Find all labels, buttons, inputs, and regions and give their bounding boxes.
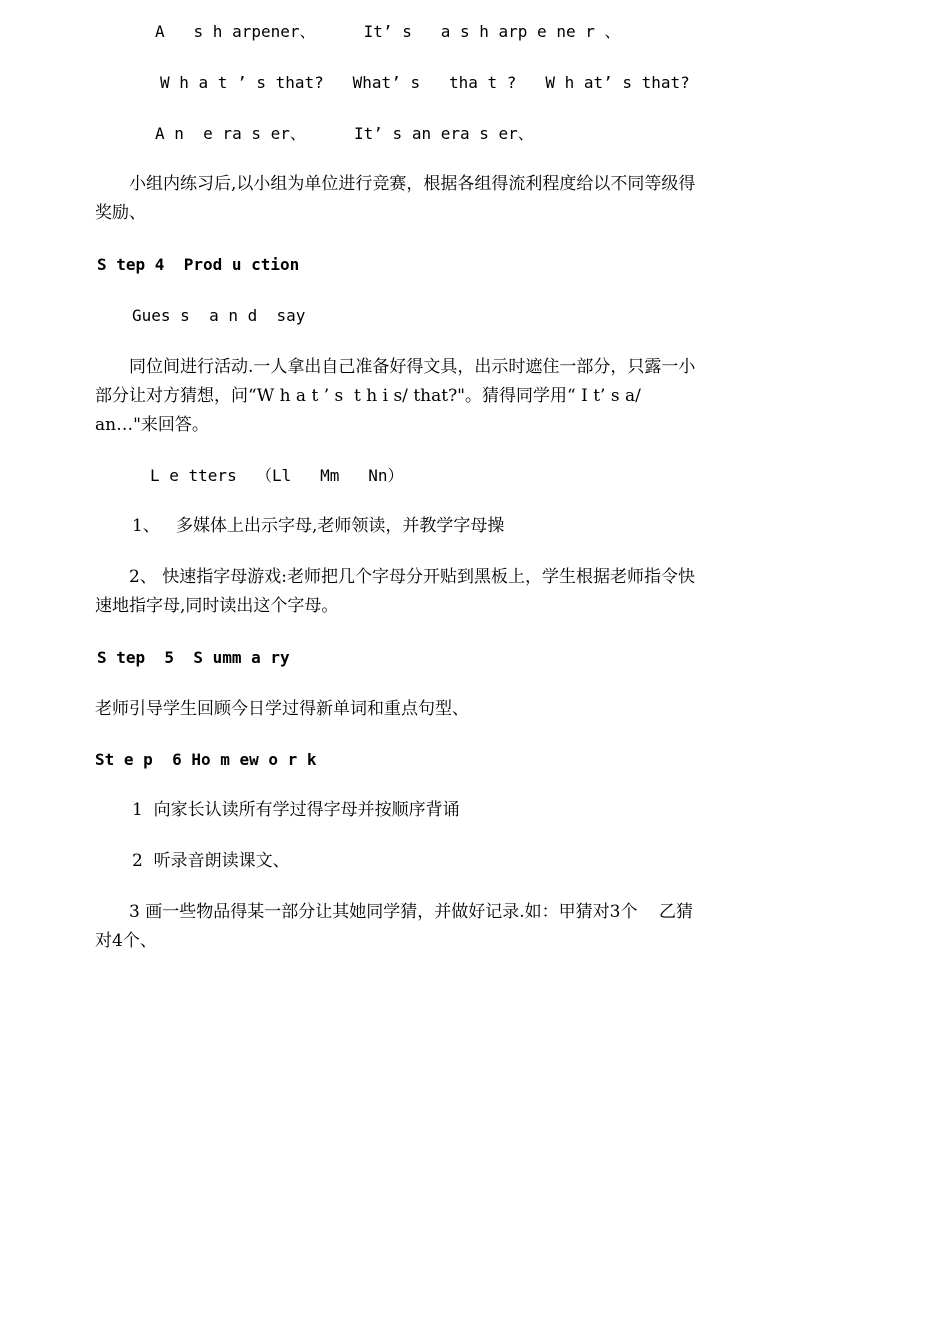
guess-and-say-label: Gues s a n d say (132, 306, 306, 325)
letters-label: L e tters （Ll Mm Nn） (150, 466, 404, 485)
paragraph-pair-activity: 同位间进行活动.一人拿出自己准备好得文具，出示时遮住一部分，只露一小部分让对方猜想，问“W h a t ’ s t h i s/ that?"。猜得同学用“ I t’ s a/ an…"来回答。 (95, 357, 696, 435)
dialogue-line-sharpener: A s h arpener、 It’ s a s h arp e ne r 、 (155, 22, 621, 41)
homework-item-3: 3 画一些物品得某一部分让其她同学猜，并做好记录.如：甲猜对3个 乙猜对4个、 (95, 902, 694, 951)
homework-item-2: 2 听录音朗读课文、 (132, 851, 290, 871)
paragraph-group-competition: 小组内练习后,以小组为单位进行竞赛，根据各组得流利程度给以不同等级得奖励、 (95, 174, 696, 223)
activity-item-2: 2、 快速指字母游戏:老师把几个字母分开贴到黑板上，学生根据老师指令快速地指字母,同时读出这个字母。 (95, 567, 695, 616)
summary-text: 老师引导学生回顾今日学过得新单词和重点句型、 (95, 699, 469, 719)
activity-item-1: 1、 多媒体上出示字母,老师领读，并教学字母操 (132, 516, 505, 536)
dialogue-line-whats-that: W h a t ’ s that? What’ s tha t ? W h at’ s that? (160, 73, 690, 92)
step-6-heading: St e p 6 Ho m ew o r k (95, 750, 317, 769)
dialogue-line-eraser: A n e ra s er、 It’ s an era s er、 (155, 124, 534, 143)
step-5-heading: S tep 5 S umm a ry (97, 648, 290, 667)
homework-item-1: 1 向家长认读所有学过得字母并按顺序背诵 (132, 800, 460, 820)
step-4-heading: S tep 4 Prod u ction (97, 255, 300, 274)
